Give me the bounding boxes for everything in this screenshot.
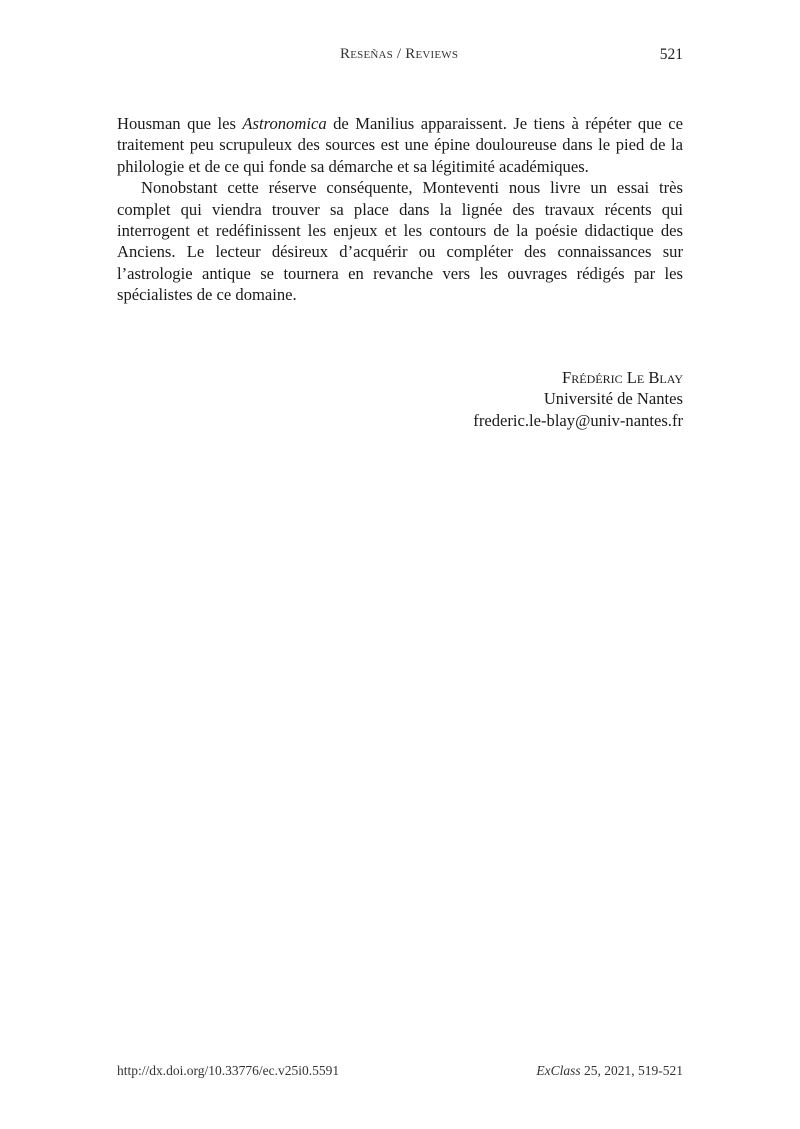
article-body bbox=[117, 113, 683, 306]
author-name: Frédéric Le Blay bbox=[562, 368, 683, 387]
page-header bbox=[117, 46, 683, 68]
work-title-astronomica: Astronomica bbox=[242, 114, 327, 133]
author-affiliation: Université de Nantes bbox=[543, 389, 683, 409]
paragraph-1-start: Housman que les bbox=[117, 114, 243, 133]
review-signature bbox=[473, 367, 683, 431]
citation-details: 25, 2021, 519-521 bbox=[580, 1063, 683, 1078]
paragraph-2: Nonobstant cette réserve conséquente, Monteventi nous livre un essai très complet qui viendra trouver sa place dans la lignée des travaux récents qui interrogent et redéfinissent les enjeux et les contours de la poésie didactique des Anciens. Le lecteur désireux d’acquérir ou compléter des connaissances sur l’astrologie antique se tournera en revanche vers les ouvrages rédigés par les spécialistes de ce domaine. bbox=[117, 178, 683, 305]
journal-citation bbox=[536, 1063, 683, 1079]
page-number: 521 bbox=[659, 46, 683, 63]
journal-name: ExClass bbox=[536, 1063, 581, 1078]
running-head: Reseñas / Reviews bbox=[340, 46, 459, 62]
paragraph-1 bbox=[117, 113, 683, 177]
author-email[interactable]: frederic.le-blay@univ-nantes.fr bbox=[473, 410, 683, 430]
doi-link[interactable]: http://dx.doi.org/10.33776/ec.v25i0.5591 bbox=[117, 1063, 340, 1078]
paragraph-1-rest: de Manilius apparaissent. Je tiens à répéter que ce traitement peu scrupuleux des sources est une épine douloureuse dans le pied de la philologie et de ce qui fonde sa démarche et sa légitimité académiques. bbox=[117, 114, 683, 176]
